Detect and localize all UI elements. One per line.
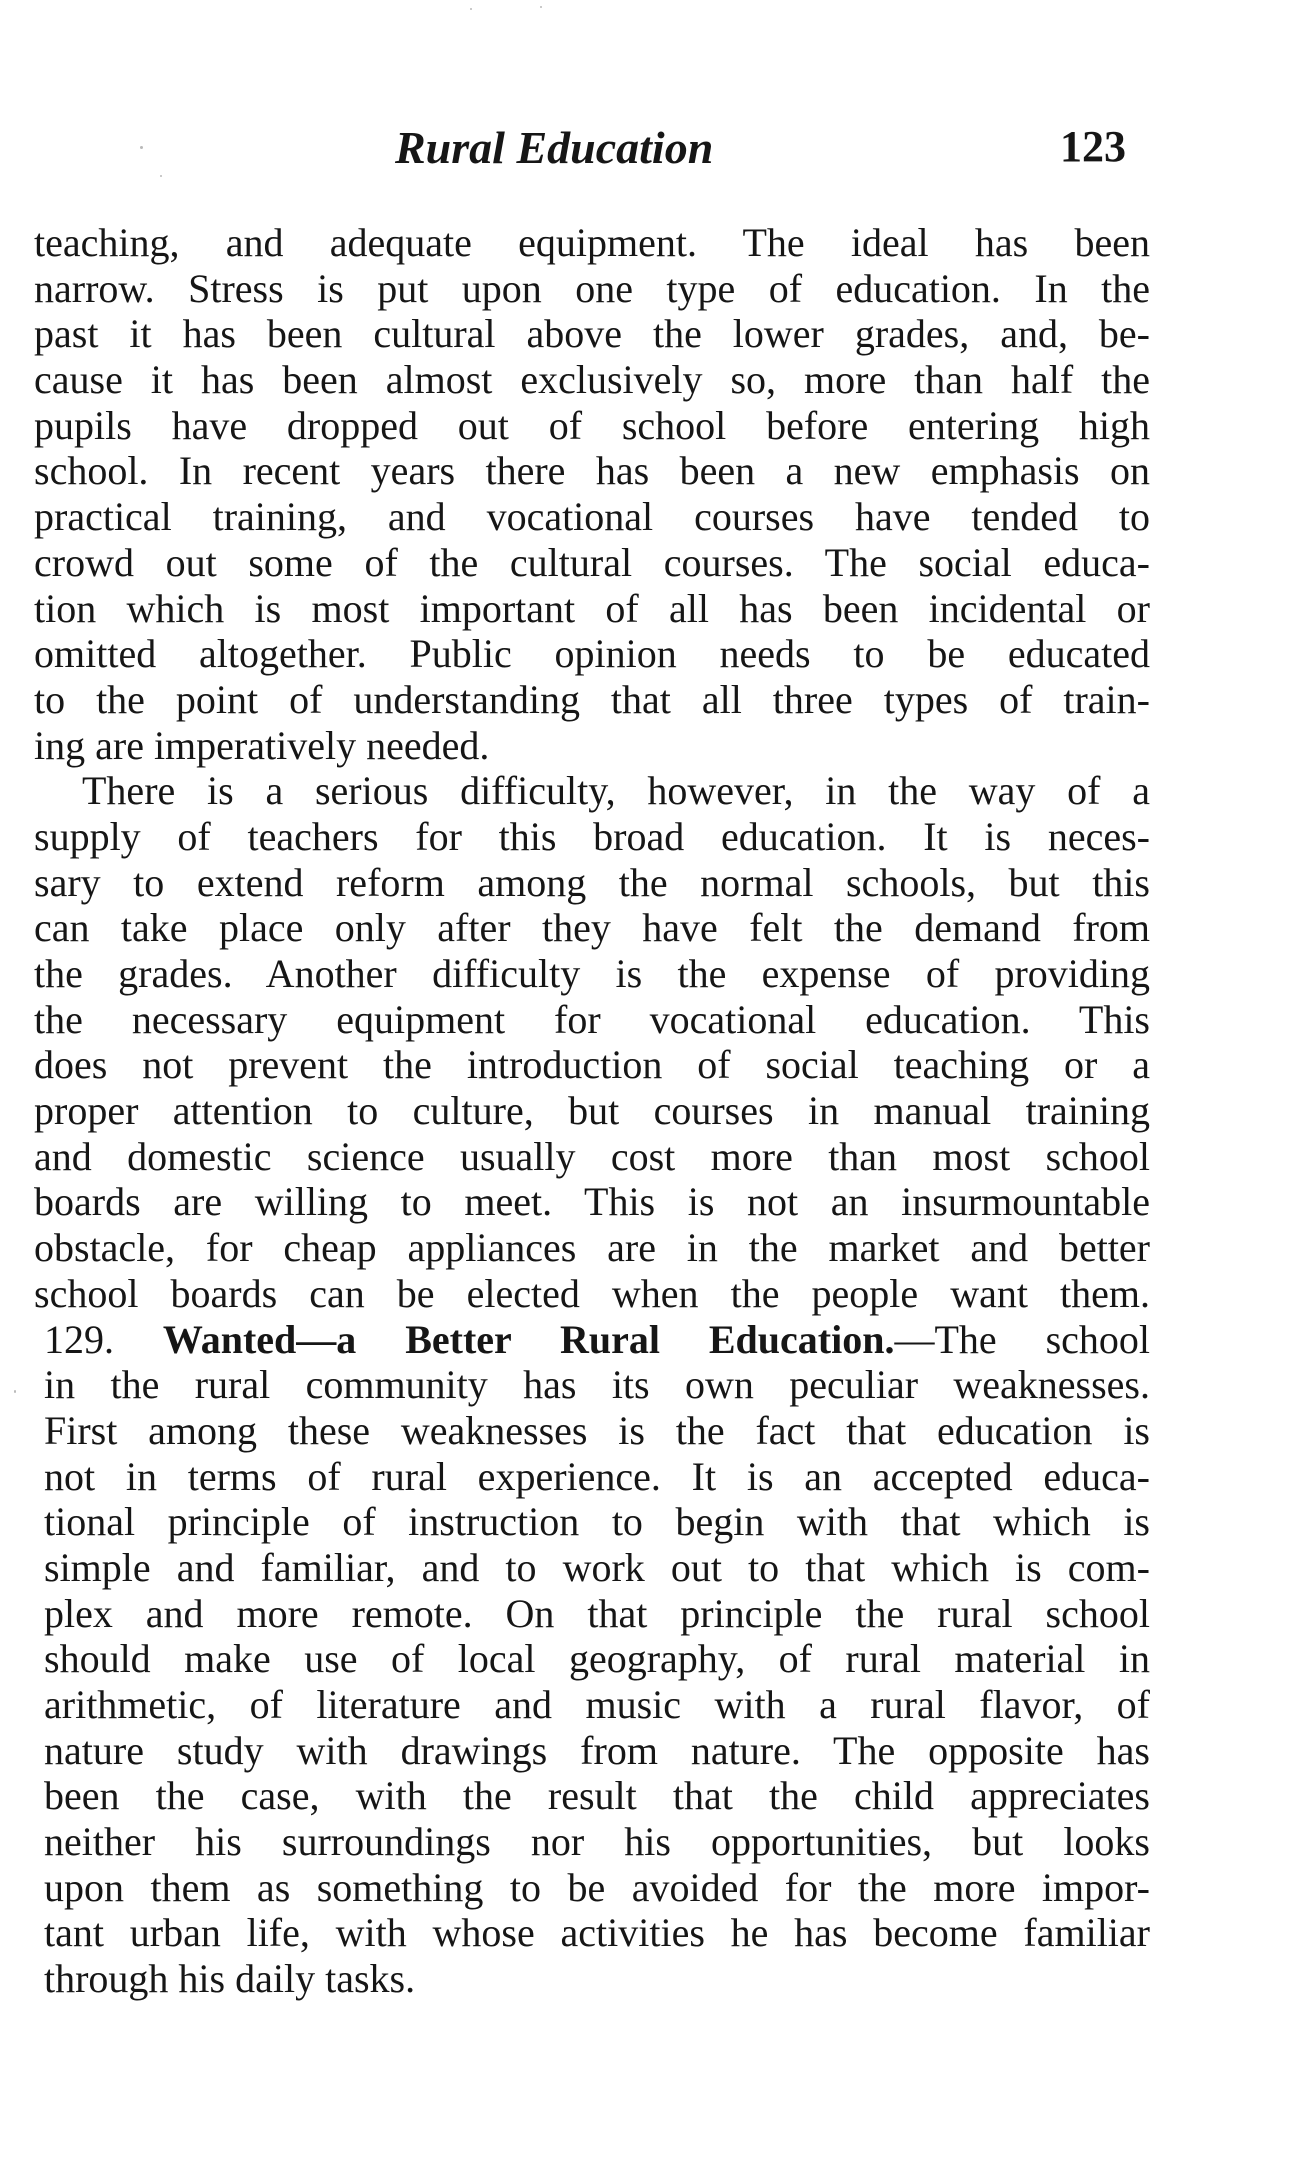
text-line: There is a serious difficulty, however, in the way of a [82,768,1150,814]
text-line: simple and familiar, and to work out to that which is com- [44,1544,1150,1590]
text-line: sary to extend reform among the normal schools, but this [34,859,1150,905]
text-line: pupils have dropped out of school before entering high [34,402,1150,448]
page-number: 123 [1060,122,1126,171]
scan-speck [540,6,542,8]
scan-speck [470,8,472,10]
text-line: tional principle of instruction to begin with that which is [44,1499,1150,1545]
text-line: the grades. Another difficulty is the expense of providing [34,951,1150,996]
text-line: does not prevent the introduction of social teaching or a [34,1042,1150,1088]
running-title: Rural Education [395,122,714,173]
text-line: been the case, with the result that the child appreciates [44,1773,1150,1819]
text-line: nature study with drawings from nature. The opposite has [44,1727,1150,1773]
scan-speck [140,146,143,149]
body-text [34,220,1150,2002]
text-line: in the rural community has its own peculiar weaknesses. [44,1362,1150,1408]
text-line: tant urban life, with whose activities he has become familiar [44,1910,1150,1956]
text-line: supply of teachers for this broad education. It is neces- [34,813,1150,859]
text-line: neither his surroundings nor his opportunities, but looks [44,1819,1150,1865]
text-line: tion which is most important of all has been incidental or [34,585,1150,631]
text-line: omitted altogether. Public opinion needs to be educated [34,631,1150,677]
text-line: narrow. Stress is put upon one type of education. In the [34,265,1150,311]
text-line: not in terms of rural experience. It is an accepted educa- [44,1453,1150,1499]
text-line: and domestic science usually cost more than most school [34,1133,1150,1179]
section-heading: Wanted—a Better Rural Education. [162,1316,895,1362]
text-line: First among these weaknesses is the fact that education is [44,1407,1150,1453]
text-line: practical training, and vocational courses have tended to [34,494,1150,540]
text-line: past it has been cultural above the lower grades, and, be- [34,311,1150,357]
text-line: upon them as something to be avoided for the more impor- [44,1864,1150,1910]
scan-speck [14,1390,16,1393]
scan-speck [160,175,162,177]
text-line: through his daily tasks. [44,1956,416,2002]
text-line: school boards can be elected when the people want them. [34,1270,1150,1316]
section-first-line [34,1317,1150,1363]
text-line: boards are willing to meet. This is not an insurmountable [34,1179,1150,1225]
text-line: school. In recent years there has been a new emphasis on [34,448,1150,494]
text-line: crowd out some of the cultural courses. The social educa- [34,539,1150,585]
text-line: plex and more remote. On that principle the rural school [44,1590,1150,1636]
text-line: can take place only after they have felt the demand from [34,905,1150,951]
text-line: obstacle, for cheap appliances are in the market and better [34,1225,1150,1271]
section-number: 129. [44,1316,114,1362]
text-line: proper attention to culture, but courses in manual training [34,1088,1150,1134]
text-line: arithmetic, of literature and music with a rural flavor, of [44,1682,1150,1727]
text-line: ing are imperatively needed. [34,722,490,768]
text-line: cause it has been almost exclusively so, more than half the [34,357,1150,403]
text-line: the necessary equipment for vocational education. This [34,996,1150,1042]
text-line: should make use of local geography, of rural material in [44,1636,1150,1682]
text-line: to the point of understanding that all three types of train- [34,676,1150,722]
text-line: teaching, and adequate equipment. The ideal has been [34,220,1150,265]
section-first-line-rest: —The school [894,1316,1150,1362]
